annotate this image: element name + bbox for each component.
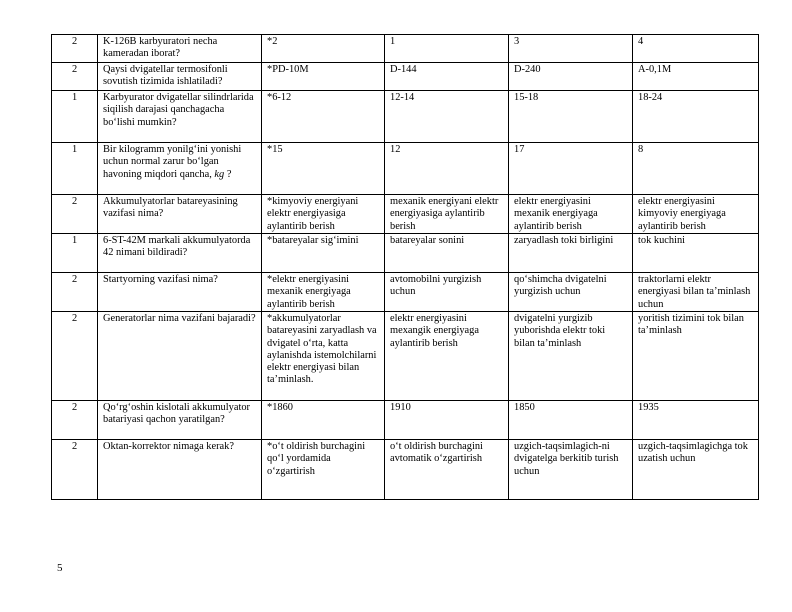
answer-option-cell: 18-24 xyxy=(633,91,759,143)
answer-option-cell: 1850 xyxy=(509,401,633,440)
question-text: Bir kilogramm yonilg‘ini yonishi uchun normal zarur bo‘lgan havoning miqdori qancha, xyxy=(103,144,242,180)
unit-formula: kg xyxy=(214,168,225,180)
answer-option-cell: D-240 xyxy=(509,63,633,91)
question-cell: Akkumulyatorlar batareyasining vazifasi nima? xyxy=(98,195,262,234)
answer-option-cell: 15-18 xyxy=(509,91,633,143)
page-number: 5 xyxy=(57,562,63,574)
answer-option-cell: dvigatelni yurgizib yuborishda elektr toki bilan ta’minlash xyxy=(509,312,633,401)
table-row xyxy=(52,91,759,143)
answer-option-cell: elektr energiyasini kimyoviy energiyaga aylantirib berish xyxy=(633,195,759,234)
answer-correct-cell: *akkumulyatorlar batareyasini zaryadlash va dvigatel o‘rta, katta aylanishda istemolchilarni elektr energiyasi bilan ta’minlash. xyxy=(262,312,385,401)
table-row xyxy=(52,312,759,401)
answer-correct-cell: *6-12 xyxy=(262,91,385,143)
question-cell xyxy=(98,143,262,195)
answer-option-cell: yoritish tizimini tok bilan ta’minlash xyxy=(633,312,759,401)
difficulty-cell: 1 xyxy=(52,91,98,143)
difficulty-cell: 1 xyxy=(52,143,98,195)
table-row xyxy=(52,195,759,234)
question-cell: Generatorlar nima vazifani bajaradi? xyxy=(98,312,262,401)
answer-correct-cell: *PD-10M xyxy=(262,63,385,91)
answer-option-cell: 12 xyxy=(385,143,509,195)
answer-option-cell: o‘t oldirish burchagini avtomatik o‘zgartirish xyxy=(385,440,509,500)
question-cell: Startyorning vazifasi nima? xyxy=(98,273,262,312)
answer-option-cell: elektr energiyasini mexanik energiyaga aylantirib berish xyxy=(509,195,633,234)
question-table xyxy=(51,34,759,500)
question-cell: K-126B karbyuratori necha kameradan iborat? xyxy=(98,35,262,63)
difficulty-cell: 2 xyxy=(52,273,98,312)
question-cell: Qo‘rg‘oshin kislotali akkumulyator batariyasi qachon yaratilgan? xyxy=(98,401,262,440)
answer-correct-cell: *o‘t oldirish burchagini qo‘l yordamida o‘zgartirish xyxy=(262,440,385,500)
answer-option-cell: zaryadlash toki birligini xyxy=(509,234,633,273)
answer-option-cell: 3 xyxy=(509,35,633,63)
question-cell: Oktan-korrektor nimaga kerak? xyxy=(98,440,262,500)
answer-option-cell: A-0,1M xyxy=(633,63,759,91)
answer-option-cell: 17 xyxy=(509,143,633,195)
answer-correct-cell: *2 xyxy=(262,35,385,63)
question-cell: Qaysi dvigatellar termosifonli sovutish tizimida ishlatiladi? xyxy=(98,63,262,91)
answer-option-cell: qo‘shimcha dvigatelni yurgizish uchun xyxy=(509,273,633,312)
answer-option-cell: 1 xyxy=(385,35,509,63)
answer-correct-cell: *kimyoviy energiyani elektr energiyasiga aylantirib berish xyxy=(262,195,385,234)
answer-option-cell: traktorlarni elektr energiyasi bilan ta’minlash uchun xyxy=(633,273,759,312)
table-row xyxy=(52,143,759,195)
table-row xyxy=(52,35,759,63)
answer-option-cell: 8 xyxy=(633,143,759,195)
answer-option-cell: uzgich-taqsimlagichga tok uzatish uchun xyxy=(633,440,759,500)
answer-option-cell: avtomobilni yurgizish uchun xyxy=(385,273,509,312)
difficulty-cell: 2 xyxy=(52,63,98,91)
question-cell: 6-ST-42M markali akkumulyatorda 42 nimani bildiradi? xyxy=(98,234,262,273)
table-row xyxy=(52,273,759,312)
question-cell: Karbyurator dvigatellar silindrlarida siqilish darajasi qanchagacha bo‘lishi mumkin? xyxy=(98,91,262,143)
answer-option-cell: mexanik energiyani elektr energiyasiga aylantirib berish xyxy=(385,195,509,234)
answer-option-cell: elektr energiyasini mexangik energiyaga aylantirib berish xyxy=(385,312,509,401)
answer-correct-cell: *15 xyxy=(262,143,385,195)
table-row xyxy=(52,440,759,500)
answer-option-cell: 4 xyxy=(633,35,759,63)
table-row xyxy=(52,234,759,273)
table-row xyxy=(52,63,759,91)
answer-option-cell: uzgich-taqsimlagich-ni dvigatelga berkitib turish uchun xyxy=(509,440,633,500)
answer-option-cell: batareyalar sonini xyxy=(385,234,509,273)
table-row xyxy=(52,401,759,440)
question-mark: ? xyxy=(224,168,232,180)
difficulty-cell: 2 xyxy=(52,312,98,401)
difficulty-cell: 2 xyxy=(52,35,98,63)
answer-correct-cell: *elektr energiyasini mexanik energiyaga aylantirib berish xyxy=(262,273,385,312)
difficulty-cell: 1 xyxy=(52,234,98,273)
difficulty-cell: 2 xyxy=(52,401,98,440)
difficulty-cell: 2 xyxy=(52,440,98,500)
answer-option-cell: tok kuchini xyxy=(633,234,759,273)
answer-option-cell: D-144 xyxy=(385,63,509,91)
answer-correct-cell: *1860 xyxy=(262,401,385,440)
answer-option-cell: 1910 xyxy=(385,401,509,440)
answer-option-cell: 12-14 xyxy=(385,91,509,143)
answer-correct-cell: *batareyalar sig‘imini xyxy=(262,234,385,273)
answer-option-cell: 1935 xyxy=(633,401,759,440)
difficulty-cell: 2 xyxy=(52,195,98,234)
